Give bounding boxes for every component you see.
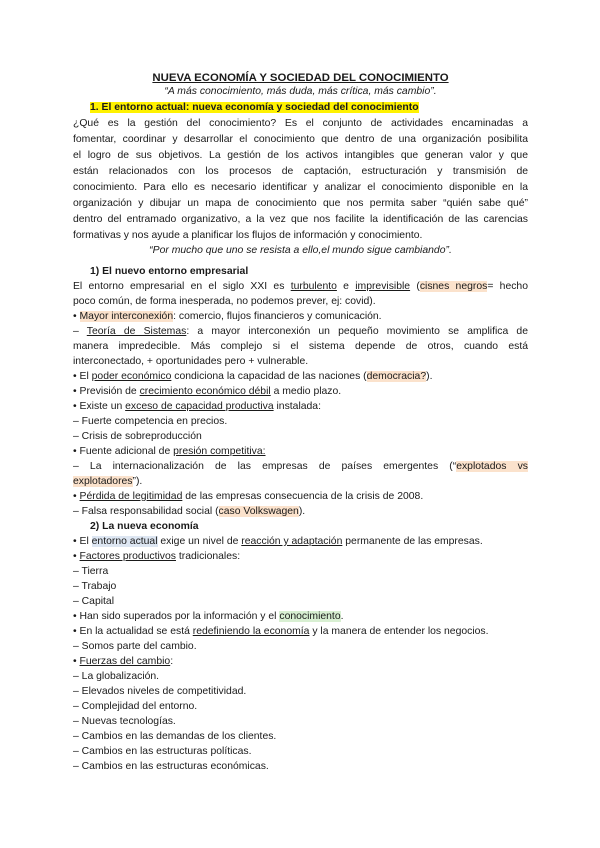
intro-line: ¿Qué es la gestión del conocimiento? Es el conjunto de actividades encaminadas a	[73, 118, 528, 129]
document-title: NUEVA ECONOMÍA Y SOCIEDAD DEL CONOCIMIENTO	[152, 72, 449, 84]
dash-item: – Somos parte del cambio.	[73, 641, 197, 652]
paragraph-line: manera impredecible. Más complejo si el sistema depende de otros, cuando está	[73, 341, 528, 352]
paragraph-line: interconectado, + oportunidades pero + vulnerable.	[73, 356, 309, 367]
intro-line: formativas y nos ayude a planificar los flujos de información y conocimiento.	[73, 230, 423, 241]
dash-item: – Fuerte competencia en precios.	[73, 416, 228, 427]
subsection-1-heading: 1) El nuevo entorno empresarial	[90, 266, 249, 277]
intro-line: el logro de sus objetivos. La gestión de los activos intangibles que generan valor y que	[73, 150, 528, 161]
intro-line: están relacionados con los procesos de captación, estructuración y transmisión de	[73, 166, 528, 177]
intro-line: conocimiento. Para ello es necesario identificar y analizar el conocimiento disponible en la	[73, 182, 528, 193]
list-item: – Cambios en las estructuras económicas.	[73, 761, 269, 772]
section-1-heading: 1. El entorno actual: nueva economía y sociedad del conocimiento	[90, 102, 419, 113]
intro-line: fomentar, coordinar y desarrollar el conocimiento que dentro de una organización posibilita	[73, 134, 528, 145]
list-item: – Cambios en las demandas de los clientes.	[73, 731, 277, 742]
dash-item: – La internacionalización de las empresas de países emergentes (“explotados vs	[73, 461, 528, 472]
bullet-item: • Previsión de crecimiento económico débil a medio plazo.	[73, 386, 342, 397]
bullet-item: • Han sido superados por la información y el conocimiento.	[73, 611, 344, 622]
paragraph-line: poco común, de forma inesperada, no podemos prever, ej: covid).	[73, 296, 376, 307]
dash-item: – Capital	[73, 596, 115, 607]
quote: “Por mucho que uno se resista a ello,el mundo sigue cambiando”.	[149, 245, 452, 256]
list-item: – Complejidad del entorno.	[73, 701, 198, 712]
subsection-2-heading: 2) La nueva economía	[90, 521, 199, 532]
paragraph-line: explotadores”).	[73, 476, 143, 487]
intro-line: organización y dibujar un mapa de conocimiento que nos permita saber “quién sabe qué”	[73, 198, 528, 209]
list-item: – Nuevas tecnologías.	[73, 716, 176, 727]
bullet-item: • Factores productivos tradicionales:	[73, 551, 241, 562]
dash-item: – Falsa responsabilidad social (caso Volkswagen).	[73, 506, 306, 517]
paragraph-line: El entorno empresarial en el siglo XXI es turbulento e imprevisible (cisnes negros= hecho	[73, 281, 528, 292]
list-item: – Cambios en las estructuras políticas.	[73, 746, 252, 757]
bullet-item: • Fuerzas del cambio:	[73, 656, 174, 667]
bullet-item: • Existe un exceso de capacidad productiva instalada:	[73, 401, 321, 412]
bullet-item: • En la actualidad se está redefiniendo la economía y la manera de entender los negocios.	[73, 626, 489, 637]
bullet-item: • El poder económico condiciona la capacidad de las naciones (democracia?).	[73, 371, 433, 382]
bullet-item: • Mayor interconexión: comercio, flujos financieros y comunicación.	[73, 311, 382, 322]
dash-item: – Tierra	[73, 566, 109, 577]
list-item: – La globalización.	[73, 671, 160, 682]
bullet-item: • Fuente adicional de presión competitiva:	[73, 446, 266, 457]
intro-line: dentro del entramado organizativo, a la vez que nos facilite la identificación de las carencias	[73, 214, 528, 225]
dash-item: – Trabajo	[73, 581, 117, 592]
dash-item: – Teoría de Sistemas: a mayor interconexión un pequeño movimiento se amplifica de	[73, 326, 528, 337]
bullet-item: • El entorno actual exige un nivel de reacción y adaptación permanente de las empresas.	[73, 536, 483, 547]
list-item: – Elevados niveles de competitividad.	[73, 686, 247, 697]
dash-item: – Crisis de sobreproducción	[73, 431, 202, 442]
bullet-item: • Pérdida de legitimidad de las empresas consecuencia de la crisis de 2008.	[73, 491, 424, 502]
document-subtitle: “A más conocimiento, más duda, más crítica, más cambio”.	[164, 86, 437, 97]
